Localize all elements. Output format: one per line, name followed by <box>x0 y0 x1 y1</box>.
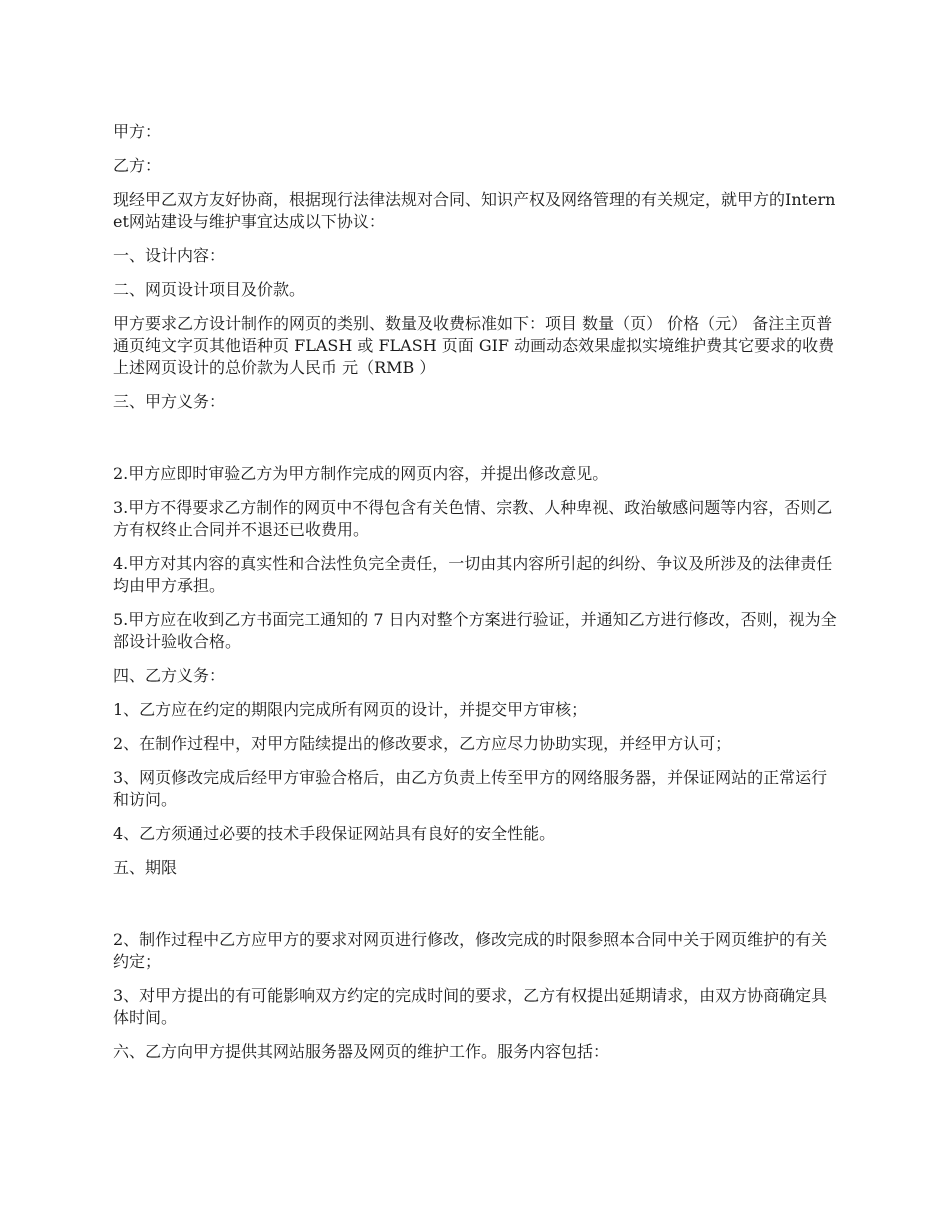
section-heading-design-content: 一、设计内容： <box>113 246 226 265</box>
clause-paragraph: 1、乙方应在约定的期限内完成所有网页的设计，并提交甲方审核； <box>113 700 588 719</box>
section-heading-maintenance: 六、乙方向甲方提供其网站服务器及网页的维护工作。服务内容包括： <box>113 1042 610 1061</box>
clause-paragraph: 3、对甲方提出的有可能影响双方约定的完成时间的要求，乙方有权提出延期请求，由双方协商确定具体时间。 <box>113 986 828 1027</box>
clause-paragraph: 3、网页修改完成后经甲方审验合格后，由乙方负责上传至甲方的网络服务器，并保证网站的正常运行和访问。 <box>113 768 828 809</box>
clause-paragraph: 5.甲方应在收到乙方书面完工通知的 7 日内对整个方案进行验证，并通知乙方进行修改，否则，视为全部设计验收合格。 <box>113 610 837 651</box>
party-a-line: 甲方： <box>113 122 162 141</box>
preamble-paragraph: 现经甲乙双方友好协商，根据现行法律法规对合同、知识产权及网络管理的有关规定，就甲方的Internet网站建设与维护事宜达成以下协议： <box>113 190 836 231</box>
clause-paragraph: 2、制作过程中乙方应甲方的要求对网页进行修改，修改完成的时限参照本合同中关于网页维护的有关约定； <box>113 930 828 971</box>
section-heading-design-items: 二、网页设计项目及价款。 <box>113 280 306 299</box>
party-b-line: 乙方： <box>113 156 162 175</box>
clause-paragraph: 2、在制作过程中，对甲方陆续提出的修改要求，乙方应尽力协助实现，并经甲方认可； <box>113 734 732 753</box>
blank-gap <box>113 891 843 929</box>
document-body <box>113 121 843 1075</box>
section-heading-party-a-duties: 三、甲方义务： <box>113 392 226 411</box>
clause-paragraph: 4、乙方须通过必要的技术手段保证网站具有良好的安全性能。 <box>113 824 556 843</box>
section-heading-term: 五、期限 <box>113 858 178 877</box>
clause-paragraph: 2.甲方应即时审验乙方为甲方制作完成的网页内容，并提出修改意见。 <box>113 464 609 483</box>
section-heading-party-b-duties: 四、乙方义务： <box>113 666 226 685</box>
blank-gap <box>113 425 843 463</box>
pricing-paragraph: 甲方要求乙方设计制作的网页的类别、数量及收费标准如下：项目 数量（页） 价格（元） 备注主页普通页纯文字页其他语种页 FLASH 或 FLASH 页面 GIF 动画动态效果虚拟实境维护费其它要求的收费上述网页设计的总价款为人民币 元（RMB ） <box>113 314 835 377</box>
clause-paragraph: 4.甲方对其内容的真实性和合法性负完全责任，一切由其内容所引起的纠纷、争议及所涉及的法律责任均由甲方承担。 <box>113 554 833 595</box>
clause-paragraph: 3.甲方不得要求乙方制作的网页中不得包含有关色情、宗教、人种卑视、政治敏感问题等内容，否则乙方有权终止合同并不退还已收费用。 <box>113 498 833 539</box>
